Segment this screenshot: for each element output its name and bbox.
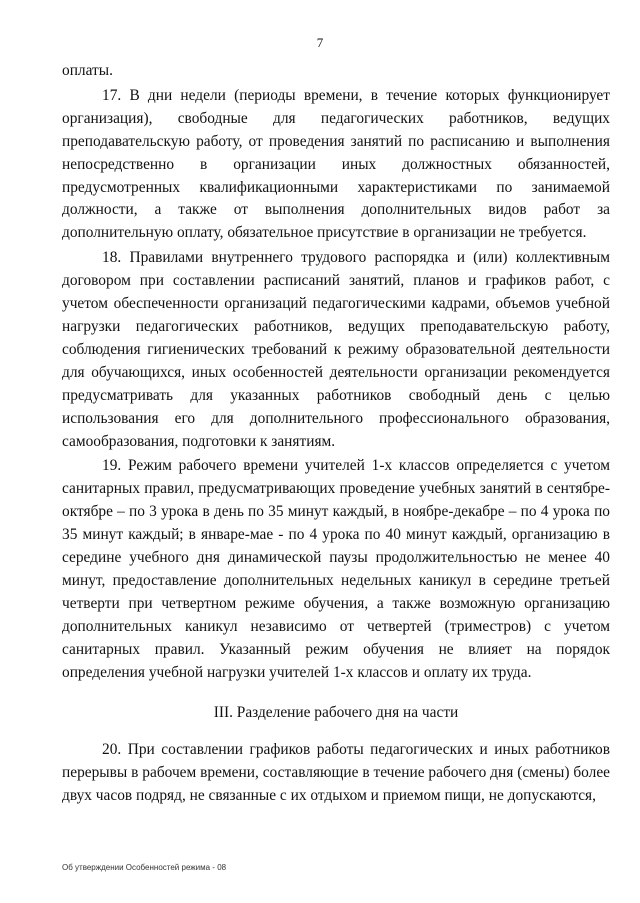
paragraph-20: 20. При составлении графиков работы педагогических и иных работников перерывы в рабочем времени, составляющие в течение рабочего дня (смены) более двух часов подряд, не связанные с их отдыхом и приемом пищи, не допускаются,: [62, 741, 610, 805]
page-number: 7: [316, 35, 324, 50]
paragraph-19: 19. Режим рабочего времени учителей 1-х классов определяется с учетом санитарных правил, предусматривающих проведение учебных занятий в сентябре-октябре – по 3 урока в день по 35 минут каждый, в ноябре-декабре – по 4 урока по 35 минут каждый; в январе-мае - по 4 урока по 40 минут каждый, организацию в середине учебного дня динамической паузы продолжительностью не менее 40 минут, предоставление дополнительных недельных каникул в середине третьей четверти при четвертном режиме обучения, а также возможную организацию дополнительных каникул независимо от четвертей (триместров) с учетом санитарных правил. Указанный режим обучения не влияет на порядок определения учебной нагрузки учителей 1-х классов и оплату их труда.: [62, 457, 610, 681]
paragraph-continuation: оплаты.: [62, 62, 113, 79]
document-body: [62, 60, 610, 808]
paragraph-18: 18. Правилами внутреннего трудового распорядка и (или) коллективным договором при составлении расписаний занятий, планов и графиков работ, с учетом обеспеченности организаций педагогическими кадрами, объемов учебной нагрузки педагогических работников, ведущих преподавательскую работу, соблюдения гигиенических требований к режиму образовательной деятельности для обучающихся, иных особенностей деятельности организации рекомендуется предусматривать для указанных работников свободный день с целью использования его для дополнительного профессионального образования, самообразования, подготовки к занятиям.: [62, 249, 610, 450]
section-heading: III. Разделение рабочего дня на части: [213, 704, 459, 722]
document-footer: Об утверждении Особенностей режима - 08: [62, 863, 227, 872]
paragraph-17: 17. В дни недели (периоды времени, в течение которых функционирует организация), свободные для педагогических работников, ведущих преподавательскую работу, от проведения занятий по расписанию и выполнения непосредственно в организации иных должностных обязанностей, предусмотренных квалификационными характеристиками по занимаемой должности, а также от выполнения дополнительных видов работ за дополнительную оплату, обязательное присутствие в организации не требуется.: [62, 86, 610, 242]
